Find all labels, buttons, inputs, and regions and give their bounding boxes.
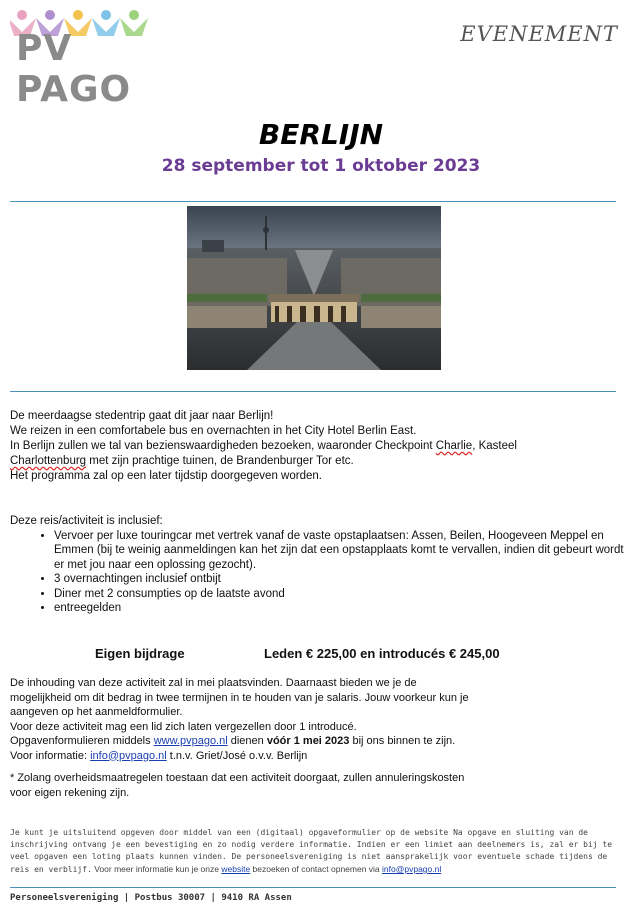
info-line [10, 734, 630, 749]
intro-text [10, 409, 630, 484]
logo-figure-head [101, 10, 111, 20]
logo [10, 8, 160, 110]
fine-line: veel opgaven een loting plaats kunnen vinden. De personeelsvereniging is niet aansprakelijk voor eventuele schade tijdens de [10, 852, 608, 861]
intro-line: De meerdaagse stedentrip gaat dit jaar naar Berlijn! [10, 410, 274, 422]
fine-line: Je kunt je uitsluitend opgeven door middel van een (digitaal) opgaveformulier op de website Na opgave en sluiting van de [10, 828, 588, 837]
text-span: reis en verblijf. [10, 865, 92, 874]
email-link[interactable]: info@pvpago.nl [382, 864, 442, 874]
logo-figure-head [73, 10, 83, 20]
intro-line [10, 454, 630, 469]
intro-line: We reizen in een comfortabele bus en overnachten in het City Hotel Berlin East. [10, 425, 417, 437]
info-line: Voor deze activiteit mag een lid zich laten vergezellen door 1 introducé. [10, 720, 357, 733]
text-span: , Kasteel [472, 440, 517, 452]
text-span: Opgavenformulieren middels [10, 735, 154, 747]
logo-figure-head [129, 10, 139, 20]
inclusive-section [10, 514, 630, 616]
event-dates: 28 september tot 1 oktober 2023 [161, 156, 481, 176]
price-label: Eigen bijdrage [95, 646, 185, 661]
info-text [10, 676, 630, 763]
intro-line: Het programma zal op een later tijdstip doorgegeven worden. [10, 470, 322, 482]
email-link[interactable]: info@pvpago.nl [90, 749, 167, 762]
deadline: vóór 1 mei 2023 [266, 735, 350, 747]
divider [10, 391, 616, 392]
text-span: Voor informatie: [10, 749, 91, 762]
divider [10, 887, 616, 888]
text-span: Voor meer informatie kun je onze [91, 864, 222, 874]
price-value: Leden € 225,00 en introducés € 245,00 [264, 646, 500, 661]
text-span: dienen [227, 735, 267, 747]
list-item: • Vervoer per luxe touringcar met vertrek vanaf de vaste opstaplaatsen: Assen, Beilen, Hoogeveen Meppel en Emmen (bij te weinig aanmeldingen kan het zijn dat een opstapplaats komt te vervallen, indien dit gebeurt wordt er met jou naar een oplossing gezocht). [54, 529, 630, 573]
cancellation-note [10, 771, 630, 800]
text-span: bij ons binnen te zijn. [349, 735, 456, 747]
logo-figure-head [17, 10, 27, 20]
info-line: De inhouding van deze activiteit zal in mei plaatsvinden. Daarnaast bieden we je de [10, 677, 417, 689]
note-line: * Zolang overheidsmaatregelen toestaan dat een activiteit doorgaat, zullen annuleringskosten [10, 772, 465, 784]
text-span: t.n.v. Griet/José o.v.v. Berlijn [166, 749, 308, 762]
spellcheck-word: Charlottenburg [10, 455, 87, 467]
text-span: bezoeken of contact opnemen via [250, 864, 383, 874]
note-line: voor eigen rekening zijn. [10, 786, 130, 799]
fine-print [10, 827, 630, 876]
logo-text: PV PAGO [16, 28, 132, 110]
website-link[interactable]: website [221, 864, 251, 874]
spellcheck-word: Charlie [435, 440, 473, 452]
category-label: EVENEMENT [460, 22, 618, 46]
website-link[interactable]: www.pvpago.nl [153, 735, 228, 747]
list-item: • Diner met 2 consumpties op de laatste avond [54, 587, 630, 602]
inclusive-list [10, 529, 630, 616]
footer-address: Personeelsvereniging | Postbus 30007 | 9410 RA Assen [10, 893, 292, 903]
info-line: aangeven op het aanmeldformulier. [10, 706, 183, 718]
page-title: BERLIJN [258, 118, 384, 151]
text-span: met zijn prachtige tuinen, de Brandenburger Tor etc. [86, 455, 354, 467]
fine-line: inschrijving ontvang je een bevestiging en zo nodig verdere informatie. Indien er een limiet aan deelnemers is, zal er bij te [10, 840, 613, 849]
list-item: • 3 overnachtingen inclusief ontbijt [54, 572, 630, 587]
fine-line [10, 863, 630, 876]
info-line: mogelijkheid om dit bedrag in twee termijnen in te houden van je salaris. Jouw voorkeur kun je [10, 691, 469, 704]
intro-line [10, 439, 630, 454]
list-item: • entreegelden [54, 601, 630, 616]
inclusive-heading: Deze reis/activiteit is inclusief: [10, 515, 163, 527]
text-span: In Berlijn zullen we tal van bezienswaardigheden bezoeken, waaronder Checkpoint [10, 440, 436, 452]
logo-figure-head [45, 10, 55, 20]
berlin-photo [187, 206, 441, 370]
info-line [10, 749, 630, 764]
divider [10, 201, 616, 202]
